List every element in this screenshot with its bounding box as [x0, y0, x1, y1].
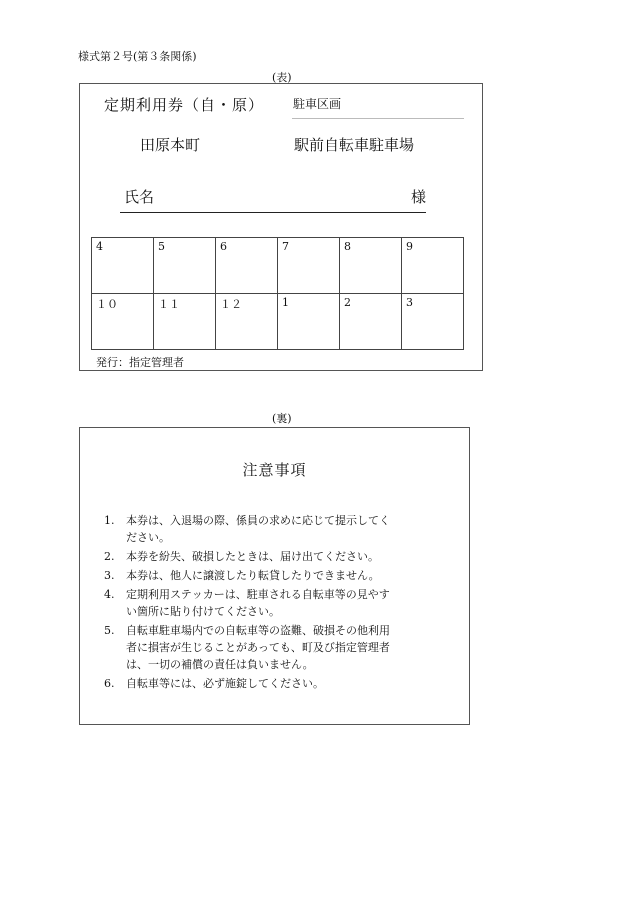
month-cell: 4 — [92, 238, 154, 294]
notice-number: 2. — [104, 550, 115, 563]
form-number-label: 様式第２号(第３条関係) — [78, 50, 197, 63]
month-cell: 3 — [402, 294, 464, 350]
ticket-title: 定期利用券（自・原） — [104, 96, 265, 114]
notice-list — [104, 512, 396, 694]
month-cell: 6 — [216, 238, 278, 294]
notice-item — [104, 622, 396, 673]
notice-text: 本券は、入退場の際、係員の求めに応じて提示してください。 — [126, 514, 390, 544]
notice-number: 6. — [104, 677, 115, 690]
month-row — [92, 238, 464, 294]
parking-zone-line — [292, 118, 464, 119]
honorific-label: 様 — [411, 188, 427, 206]
notice-text: 本券を紛失、破損したときは、届け出てください。 — [126, 550, 379, 563]
issuer-label: 発行：指定管理者 — [96, 356, 184, 369]
month-cell: 7 — [278, 238, 340, 294]
town-name: 田原本町 — [140, 136, 201, 154]
notice-text: 本券は、他人に譲渡したり転貸したりできません。 — [126, 569, 380, 582]
notice-text: 定期利用ステッカーは、駐車される自転車等の見やすい箇所に貼り付けてください。 — [126, 588, 390, 618]
notice-text: 自転車駐車場内での自転車等の盗難、破損その他利用者に損害が生じることがあっても、町及び指定管理者は、一切の補償の責任は負いません。 — [126, 624, 390, 671]
month-cell: 5 — [154, 238, 216, 294]
month-grid — [91, 237, 464, 350]
month-cell: １１ — [154, 294, 216, 350]
month-cell: 1 — [278, 294, 340, 350]
month-cell: １２ — [216, 294, 278, 350]
notice-number: 5. — [104, 624, 115, 637]
name-label: 氏名 — [124, 188, 155, 206]
month-cell: 8 — [340, 238, 402, 294]
notice-item — [104, 586, 396, 620]
name-underline — [120, 212, 426, 213]
notice-item — [104, 567, 396, 584]
month-cell: 9 — [402, 238, 464, 294]
parking-zone-label: 駐車区画 — [293, 97, 342, 111]
notice-item — [104, 548, 396, 565]
month-cell: １０ — [92, 294, 154, 350]
month-row — [92, 294, 464, 350]
notice-number: 1. — [104, 514, 115, 527]
front-side-label: (表) — [272, 71, 292, 84]
ticket-back-card — [79, 427, 470, 725]
notice-item — [104, 512, 396, 546]
month-cell: 2 — [340, 294, 402, 350]
notice-number: 4. — [104, 588, 115, 601]
notice-text: 自転車等には、必ず施錠してください。 — [126, 677, 324, 690]
notice-item — [104, 675, 396, 692]
notice-number: 3. — [104, 569, 115, 582]
ticket-front-card — [79, 83, 483, 371]
notice-title: 注意事項 — [242, 461, 307, 479]
back-side-label: (裏) — [272, 412, 292, 425]
parking-facility-name: 駅前自転車駐車場 — [294, 136, 415, 154]
